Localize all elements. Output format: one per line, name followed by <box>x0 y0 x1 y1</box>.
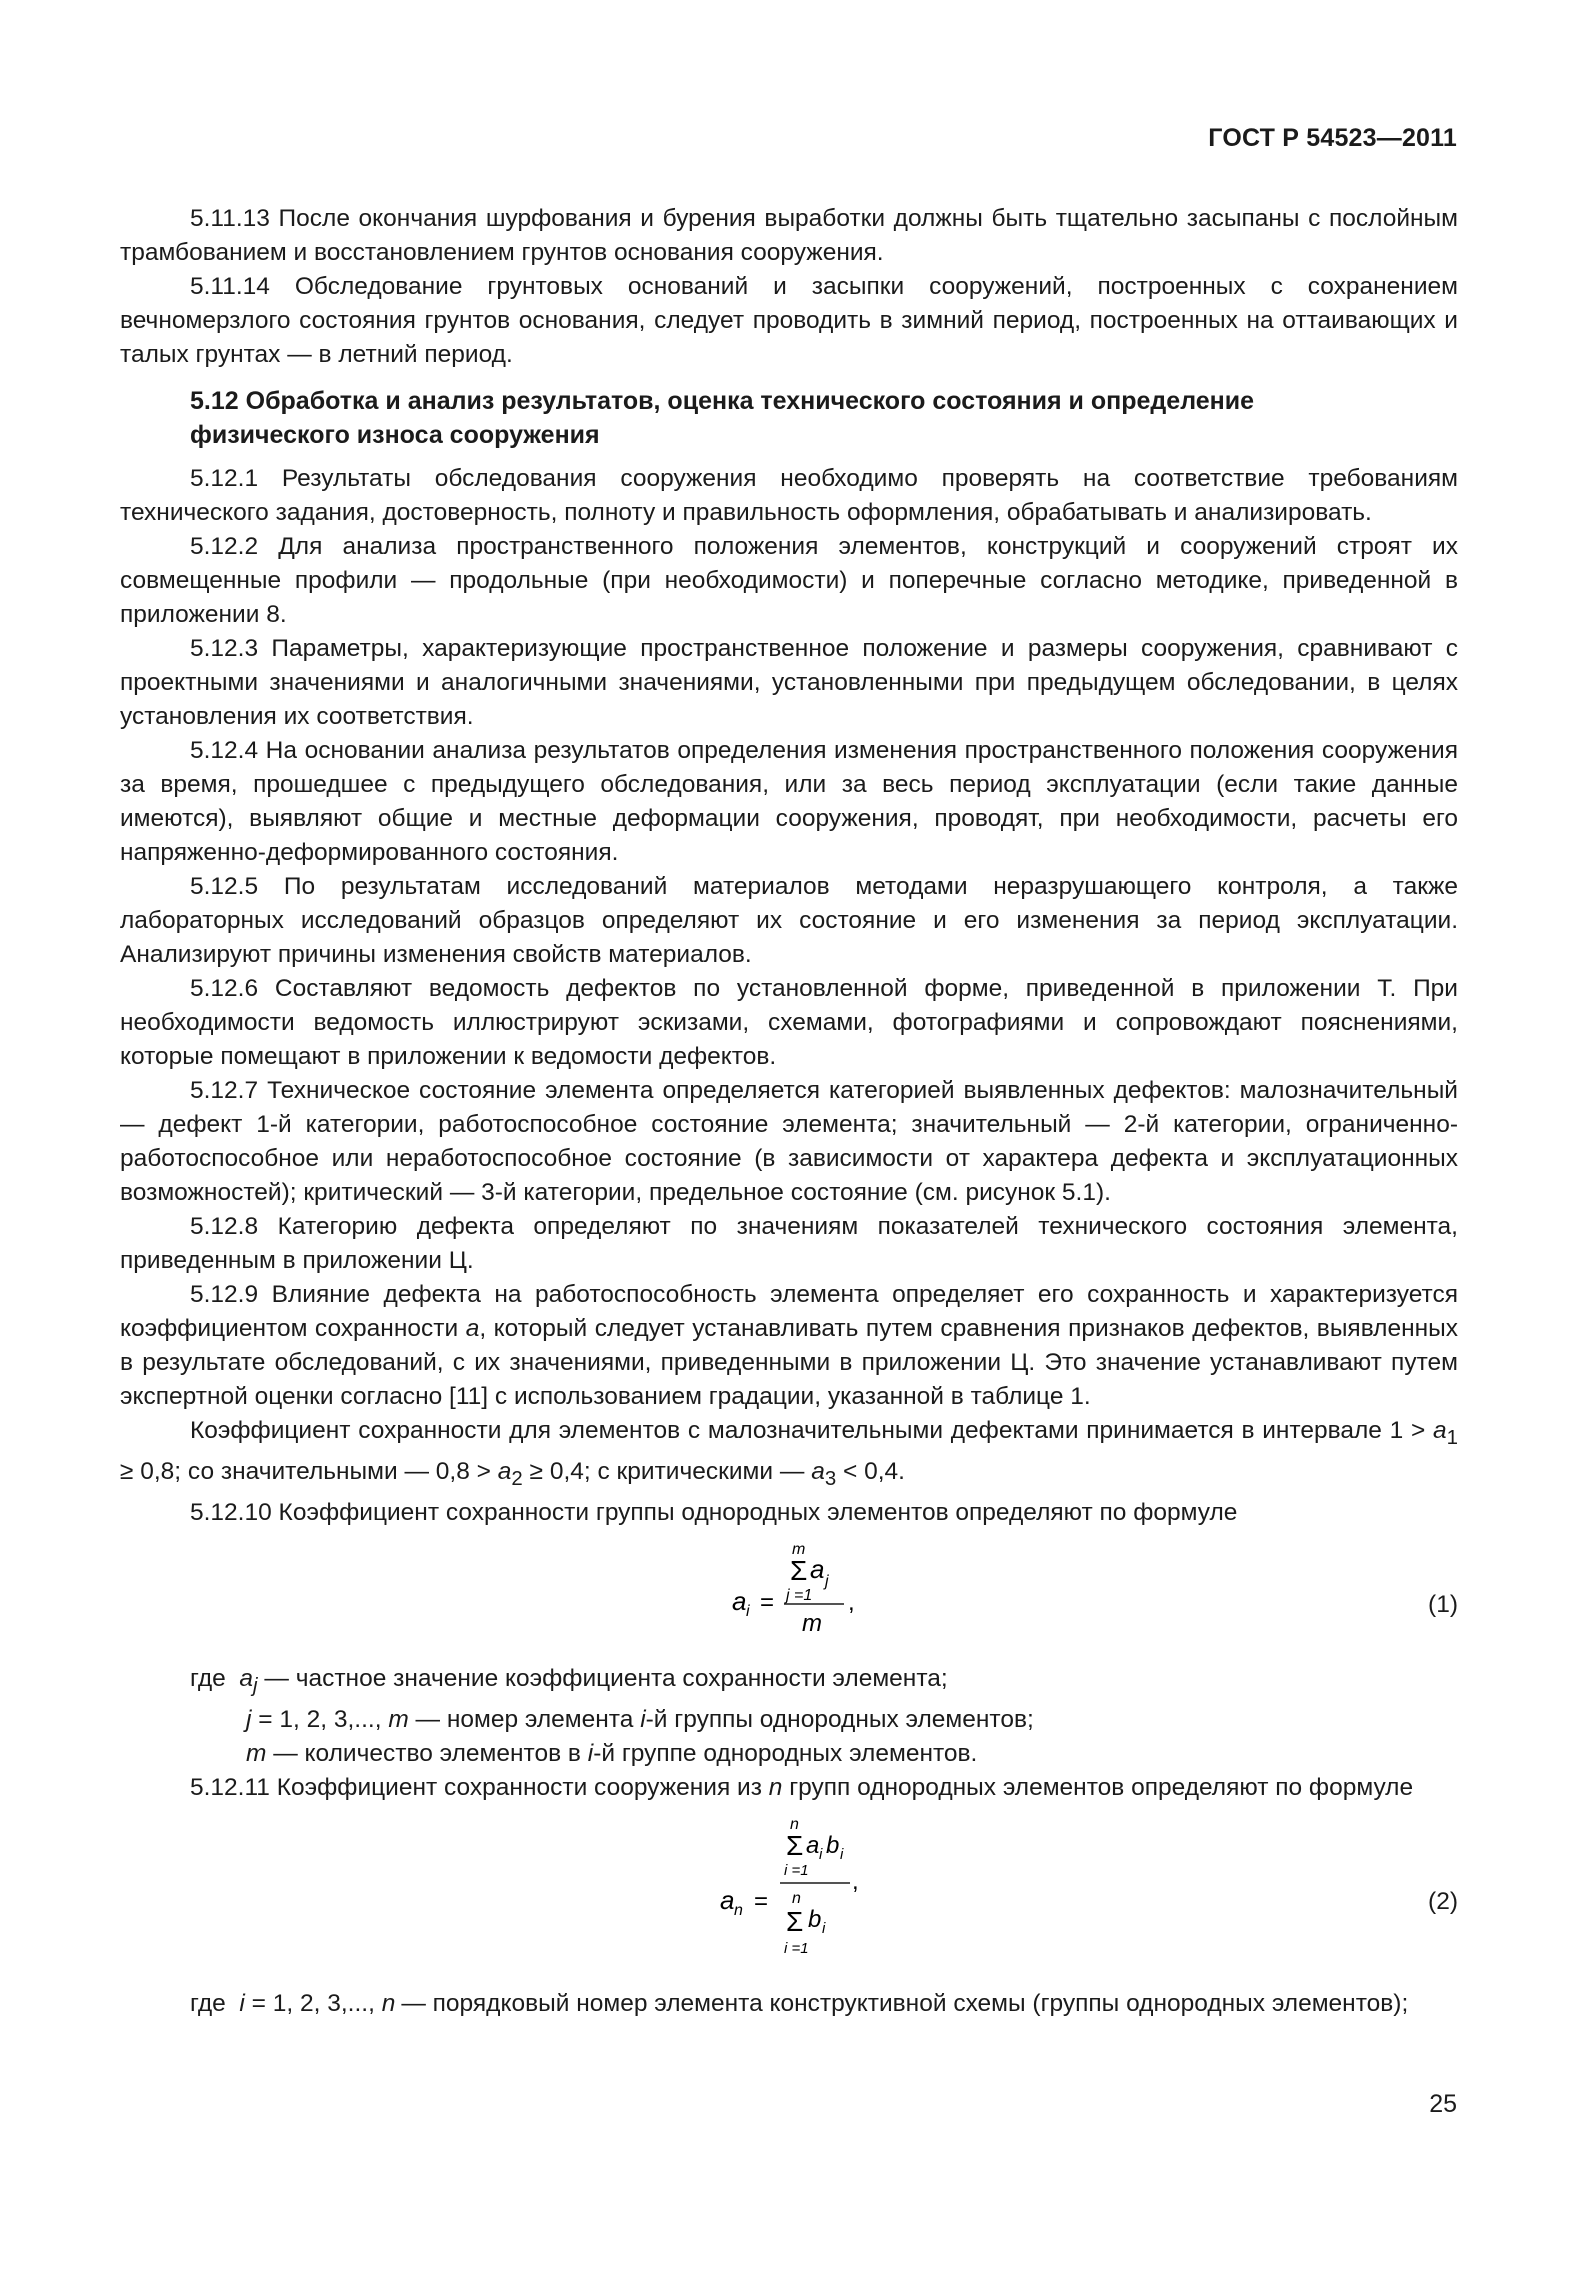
page-content <box>120 202 1458 2021</box>
page-number: 25 <box>1429 2090 1457 2118</box>
legend-line-m: m — количество элементов в i-й группе однородных элементов. <box>246 1739 978 1767</box>
f2-lhs: a <box>720 1884 735 1915</box>
paragraph-5-12-9: 5.12.9 Влияние дефекта на работоспособность элемента определяет его сохранность и характеризуется коэффициентом сохранности a, который следует устанавливать путем сравнения признаков дефектов, выявленных в результате обследований, с их значениями, приведенными в приложении Ц. Это значение устанавливают путем экспертной оценки согласно [11] с использованием градации, указанной в таблице 1. <box>120 1281 1458 1410</box>
paragraph-5-12-3: 5.12.3 Параметры, характеризующие пространственное положение и размеры сооружения, сравнивают с проектными значениями и аналогичными значениями, установленными при предыдущем обследовании, в целях установления их соответствия. <box>120 635 1458 730</box>
f2-top-sum: Σ <box>786 1829 804 1861</box>
f1-lhs-sub: i <box>746 1602 750 1620</box>
paragraph-5-12-11: 5.12.11 Коэффициент сохранности сооружения из n групп однородных элементов определяют по формуле <box>190 1773 1414 1801</box>
paragraph-5-12-10: 5.12.10 Коэффициент сохранности группы однородных элементов определяют по формуле <box>190 1498 1238 1526</box>
f1-num-var: a <box>810 1553 825 1584</box>
f2-bot-n: n <box>792 1889 801 1907</box>
paragraph-5-12-8: 5.12.8 Категорию дефекта определяют по значениям показателей технического состояния элемента, приведенным в приложении Ц. <box>120 1213 1458 1274</box>
f2-eq: = <box>754 1887 769 1915</box>
section-title: Обработка и анализ результатов, оценка технического состояния и определение физического износа сооружения <box>190 387 1255 449</box>
f2-den-i: i <box>822 1919 826 1937</box>
f1-eq: = <box>760 1588 775 1616</box>
paragraph-5-12-5: 5.12.5 По результатам исследований материалов методами неразрушающего контроля, а также лабораторных исследований образцов определяют их состояние и его изменения за период эксплуатации. Анализируют причины изменения свойств материалов. <box>120 873 1458 968</box>
section-number: 5.12 <box>190 387 239 415</box>
f2-top-bottom: i =1 <box>784 1861 809 1879</box>
f1-comma: , <box>848 1588 855 1616</box>
f1-sum-bottom: j =1 <box>786 1586 813 1604</box>
paragraph-5-12-4: 5.12.4 На основании анализа результатов определения изменения пространственного положения сооружения за время, прошедшее с предыдущего обследования, или за весь период эксплуатации (если такие данные имеются), выявляют общие и местные деформации сооружения, проводят, при необходимости, расчеты его напряженно-деформированного состояния. <box>120 737 1458 866</box>
f2-bot-sum: Σ <box>786 1905 804 1937</box>
f2-bot-bottom: i =1 <box>784 1939 809 1957</box>
formula-2-legend <box>120 1987 1458 2021</box>
standard-header: ГОСТ Р 54523—2011 <box>1208 124 1457 152</box>
legend-desc-i: — порядковый номер элемента конструктивной схемы (группы однородных элементов); <box>401 1989 1409 2017</box>
equation-number-2: (2) <box>1428 1887 1458 1915</box>
paragraph-5-11-13: 5.11.13 После окончания шурфования и бурения выработки должны быть тщательно засыпаны с послойным трамбованием и восстановлением грунтов основания сооружения. <box>120 205 1458 266</box>
equation-number-1: (1) <box>1428 1590 1458 1618</box>
f2-comma: , <box>852 1867 859 1895</box>
f1-num-sub: j <box>825 1572 829 1590</box>
legend-where-i: где i = 1, 2, 3,..., n <box>190 1989 396 2017</box>
paragraph-5-11-14: 5.11.14 Обследование грунтовых оснований и засыпки сооружений, построенных с сохранением вечномерзлого состояния грунтов основания, следует проводить в зимний период, построенных на оттаивающих и талых грунтах — в летний период. <box>120 273 1458 368</box>
legend-line-j: j = 1, 2, 3,..., m — номер элемента i-й группы однородных элементов; <box>246 1705 1034 1733</box>
f1-lhs: a <box>732 1585 747 1616</box>
formula-1-legend <box>120 1662 1458 1771</box>
f1-sum-sign: Σ <box>790 1554 808 1586</box>
f1-den: m <box>802 1609 822 1637</box>
var-a: a <box>465 1315 480 1342</box>
formula-2 <box>120 1813 1458 1983</box>
coefficient-range-paragraph: Коэффициент сохранности для элементов с малозначительными дефектами принимается в интервале $1 > a_1 \ge 0,8$; со значительными — $0,8 > a_2 \ge 0,4$; с критическими — $a_3 < 0,4$. <box>120 1417 1458 1490</box>
f2-top-n: n <box>790 1815 799 1833</box>
f2-den-b: b <box>808 1905 822 1933</box>
f2-num-ai: i <box>819 1845 823 1863</box>
formula-1 <box>120 1538 1458 1658</box>
paragraph-5-12-6: 5.12.6 Составляют ведомость дефектов по установленной форме, приведенной в приложении Т. При необходимости ведомость иллюстрируют эскизами, схемами, фотографиями и сопровождают пояснениями, которые помещают в приложении к ведомости дефектов. <box>120 975 1458 1070</box>
f2-lhs-sub: n <box>734 1901 743 1919</box>
paragraph-5-12-1: 5.12.1 Результаты обследования сооружения необходимо проверять на соответствие требованиям технического задания, достоверность, полноту и правильность оформления, обрабатывать и анализировать. <box>120 465 1458 526</box>
f2-num-a: a <box>806 1831 820 1859</box>
formula-1-graphic <box>120 1538 1458 1658</box>
f2-num-b: b <box>826 1831 840 1859</box>
f2-num-bi: i <box>840 1845 844 1863</box>
paragraph-5-12-7: 5.12.7 Техническое состояние элемента определяется категорией выявленных дефектов: малозначительный — дефект 1-й категории, работоспособное состояние элемента; значительный — 2-й категории, ограниченно-работоспособное или неработоспособное состояние (в зависимости от характера дефекта и эксплуатационных возможностей); критический — 3-й категории, предельное состояние (см. рисунок 5.1). <box>120 1077 1458 1206</box>
f1-sum-top: m <box>792 1540 806 1558</box>
section-heading <box>120 384 1458 452</box>
paragraph-5-12-2: 5.12.2 Для анализа пространственного положения элементов, конструкций и сооружений строят их совмещенные профили — продольные (при необходимости) и поперечные согласно методике, приведенной в приложении 8. <box>120 533 1458 628</box>
legend-line-aj: где $a_j$ — частное значение коэффициента сохранности элемента; <box>190 1664 948 1697</box>
formula-2-graphic <box>120 1813 1458 1983</box>
